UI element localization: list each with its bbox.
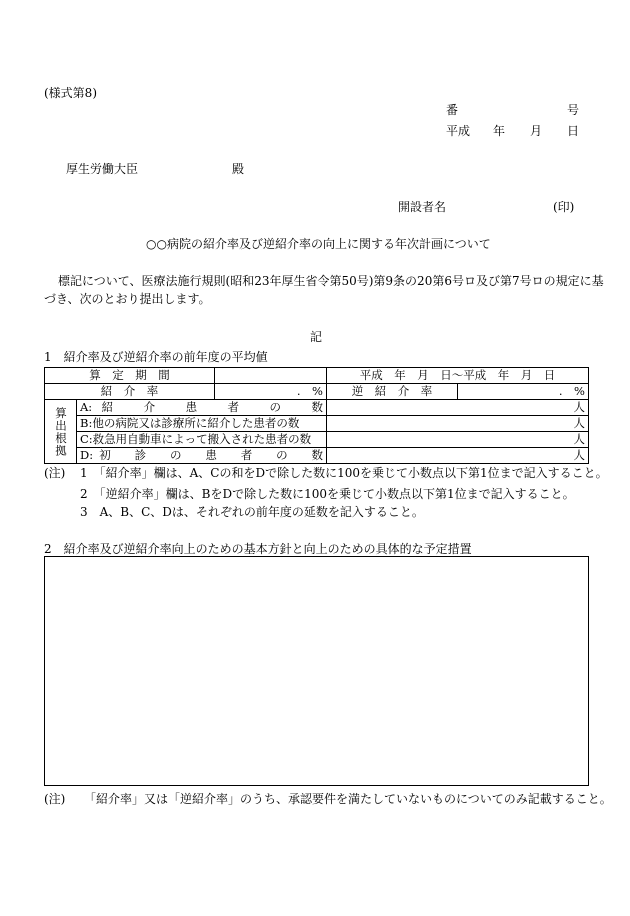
row-d-unit: 人 xyxy=(327,448,589,464)
table-row xyxy=(45,448,589,464)
row-d-label: D:初 診 の 患 者 の 数 xyxy=(77,448,327,464)
honorific: 殿 xyxy=(232,162,245,176)
table-row xyxy=(45,400,589,416)
calc-period-blank xyxy=(215,368,327,384)
calc-period-label: 算 定 期 間 xyxy=(45,368,215,384)
referral-rate-table xyxy=(44,367,589,464)
note-1: 1 「紹介率」欄は、A、Cの和をDで除した数に100を乗じて小数点以下第1位まで記入すること。 xyxy=(80,466,608,480)
form-number: (様式第8) xyxy=(44,86,97,100)
seal-mark: (印) xyxy=(553,200,575,214)
body-line-1: 標記について、医療法施行規則(昭和23年厚生省令第50号)第9条の20第6号ロ及び第7号ロの規定に基 xyxy=(58,274,604,288)
row-b-unit: 人 xyxy=(327,416,589,432)
calc-period-value: 平成 年 月 日～平成 年 月 日 xyxy=(327,368,589,384)
document-number-label: 番 xyxy=(446,103,459,117)
date-year: 年 xyxy=(493,124,506,138)
reverse-rate-label: 逆 紹 介 率 xyxy=(327,384,458,400)
addressee: 厚生労働大臣 xyxy=(66,162,139,176)
section2-heading: 2 紹介率及び逆紹介率向上のための基本方針と向上のための具体的な予定措置 xyxy=(44,542,472,556)
policy-entry-box xyxy=(44,556,589,786)
date-day: 日 xyxy=(567,124,580,138)
note-2: 2 「逆紹介率」欄は、BをDで除した数に100を乗じて小数点以下第1位まで記入すること。 xyxy=(80,487,575,501)
document-title: ○○病院の紹介率及び逆紹介率の向上に関する年次計画について xyxy=(146,237,491,251)
founder-label: 開設者名 xyxy=(398,200,447,214)
row-a-label: A:紹 介 患 者 の 数 xyxy=(77,400,327,416)
table-row xyxy=(45,368,589,384)
row-c-label: C:救急用自動車によって搬入された患者の数 xyxy=(77,432,327,448)
section1-heading: 1 紹介率及び逆紹介率の前年度の平均値 xyxy=(44,350,268,364)
basis-label: 算出根拠 xyxy=(45,400,77,464)
date-era: 平成 xyxy=(446,124,471,138)
section2-note: 「紹介率」又は「逆紹介率」のうち、承認要件を満たしていないものについてのみ記載すること。 xyxy=(84,792,612,806)
document-number-suffix: 号 xyxy=(567,103,580,117)
reverse-rate-value: . % xyxy=(458,384,589,400)
body-line-2: づき、次のとおり提出します。 xyxy=(44,292,211,306)
referral-rate-value: . % xyxy=(215,384,327,400)
row-a-unit: 人 xyxy=(327,400,589,416)
table-row xyxy=(45,416,589,432)
notes-label: (注) xyxy=(44,466,66,480)
note-3: 3 A、B、C、Dは、それぞれの前年度の延数を記入すること。 xyxy=(80,505,424,519)
row-c-unit: 人 xyxy=(327,432,589,448)
table-row xyxy=(45,432,589,448)
table-row xyxy=(45,384,589,400)
ki-label: 記 xyxy=(310,330,323,344)
referral-rate-label: 紹 介 率 xyxy=(45,384,215,400)
date-month: 月 xyxy=(530,124,543,138)
row-b-label: B:他の病院又は診療所に紹介した患者の数 xyxy=(77,416,327,432)
section2-note-label: (注) xyxy=(44,792,66,806)
